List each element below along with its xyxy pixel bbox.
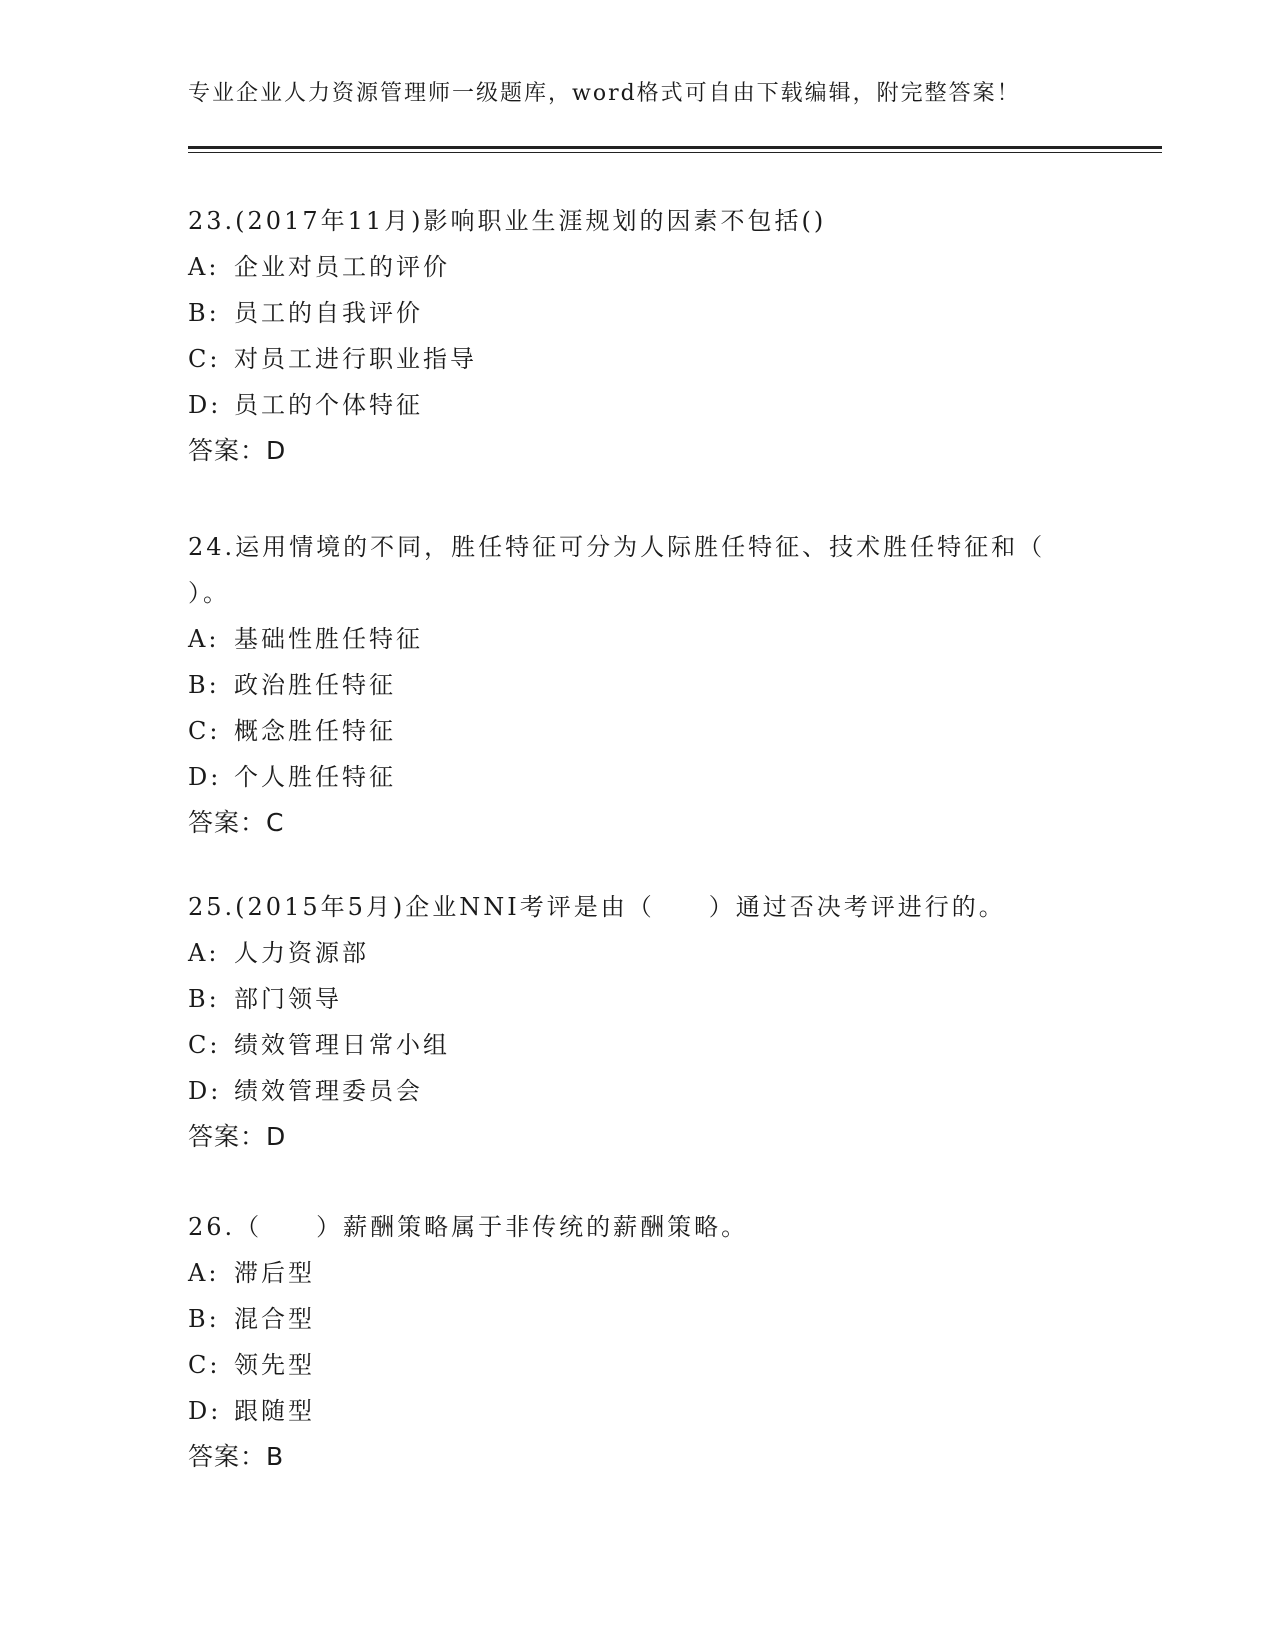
option-letter: B: xyxy=(188,299,220,327)
option-text: 跟随型 xyxy=(234,1397,315,1425)
question-25 xyxy=(188,884,1088,1160)
option-text: 绩效管理委员会 xyxy=(234,1077,423,1105)
option-letter: B: xyxy=(188,985,220,1013)
header-rule-thin xyxy=(188,152,1162,153)
option-d xyxy=(188,754,1068,800)
option-letter: B: xyxy=(188,671,220,699)
option-text: 部门领导 xyxy=(234,985,342,1013)
option-text: 概念胜任特征 xyxy=(234,717,396,745)
question-stem: 23.(2017年11月)影响职业生涯规划的因素不包括() xyxy=(188,207,827,235)
page-header: 专业企业人力资源管理师一级题库，word格式可自由下载编辑，附完整答案！ xyxy=(188,81,1021,106)
option-letter: A: xyxy=(188,253,220,281)
option-c xyxy=(188,336,1088,382)
option-letter: D: xyxy=(188,763,222,791)
option-letter: A: xyxy=(188,1259,220,1287)
option-b xyxy=(188,976,1088,1022)
option-letter: C: xyxy=(188,345,221,373)
answer-text: 答案：C xyxy=(188,808,285,837)
question-24 xyxy=(188,524,1068,846)
option-text: 企业对员工的评价 xyxy=(234,253,450,281)
option-text: 混合型 xyxy=(234,1305,315,1333)
option-text: 政治胜任特征 xyxy=(234,671,396,699)
option-d xyxy=(188,1388,1088,1434)
option-letter: C: xyxy=(188,1351,221,1379)
option-letter: D: xyxy=(188,1397,222,1425)
option-a xyxy=(188,616,1068,662)
question-stem: 26.（ ）薪酬策略属于非传统的薪酬策略。 xyxy=(188,1213,749,1241)
option-c xyxy=(188,1022,1088,1068)
option-b xyxy=(188,662,1068,708)
option-text: 对员工进行职业指导 xyxy=(234,345,477,373)
question-26 xyxy=(188,1204,1088,1480)
option-letter: D: xyxy=(188,391,222,419)
option-c xyxy=(188,708,1068,754)
option-text: 人力资源部 xyxy=(234,939,369,967)
option-letter: A: xyxy=(188,625,220,653)
option-letter: C: xyxy=(188,717,221,745)
option-c xyxy=(188,1342,1088,1388)
answer-text: 答案：D xyxy=(188,436,287,465)
option-text: 个人胜任特征 xyxy=(234,763,396,791)
answer-text: 答案：D xyxy=(188,1122,287,1151)
question-stem: 24.运用情境的不同，胜任特征可分为人际胜任特征、技术胜任特征和（ ）。 xyxy=(188,533,1046,607)
option-b xyxy=(188,290,1088,336)
option-a xyxy=(188,244,1088,290)
option-d xyxy=(188,1068,1088,1114)
option-text: 员工的个体特征 xyxy=(234,391,423,419)
option-a xyxy=(188,930,1088,976)
option-letter: B: xyxy=(188,1305,220,1333)
option-letter: C: xyxy=(188,1031,221,1059)
option-letter: A: xyxy=(188,939,220,967)
header-rule-thick xyxy=(188,146,1162,149)
option-a xyxy=(188,1250,1088,1296)
option-letter: D: xyxy=(188,1077,222,1105)
option-text: 基础性胜任特征 xyxy=(234,625,423,653)
option-b xyxy=(188,1296,1088,1342)
option-text: 绩效管理日常小组 xyxy=(234,1031,450,1059)
option-text: 领先型 xyxy=(234,1351,315,1379)
question-stem: 25.(2015年5月)企业NNI考评是由（ ）通过否决考评进行的。 xyxy=(188,893,1006,921)
option-text: 滞后型 xyxy=(234,1259,315,1287)
option-d xyxy=(188,382,1088,428)
answer-text: 答案：B xyxy=(188,1442,285,1471)
option-text: 员工的自我评价 xyxy=(234,299,423,327)
question-23 xyxy=(188,198,1088,474)
